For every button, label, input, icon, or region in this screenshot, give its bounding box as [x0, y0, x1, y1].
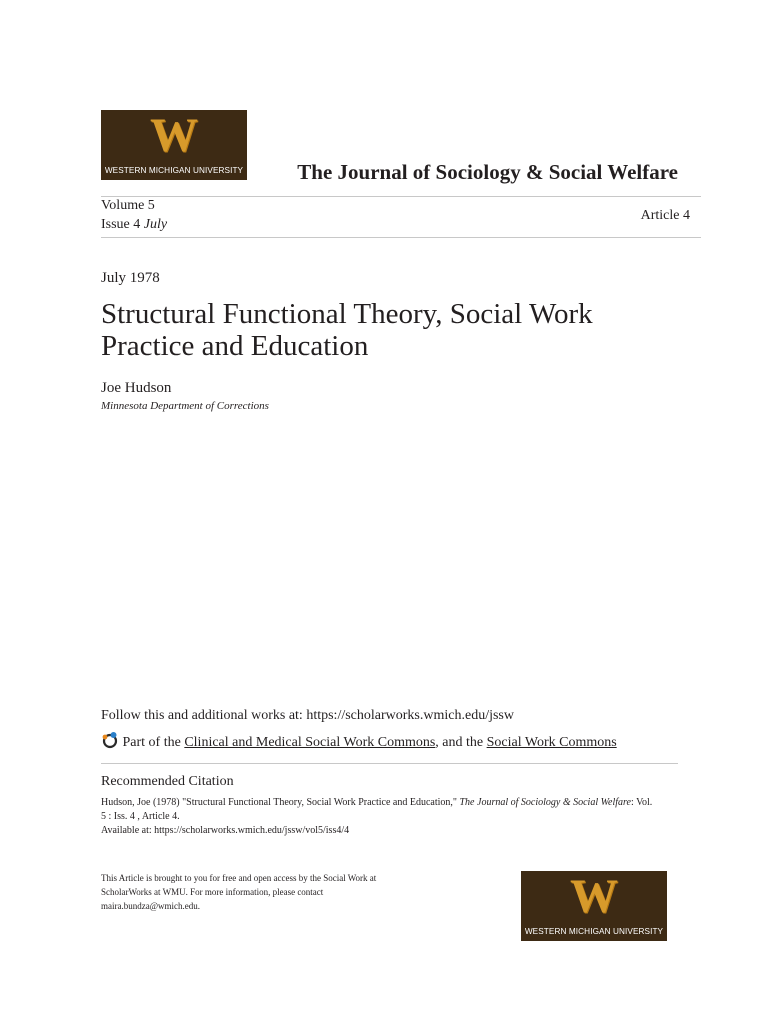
footer-line-3 — [101, 899, 421, 913]
footer-notice — [101, 871, 421, 913]
footer-line-1: This Article is brought to you for free and open access by the Social Work at — [101, 873, 377, 883]
follow-url-link[interactable]: https://scholarworks.wmich.edu/jssw — [306, 708, 514, 723]
follow-line — [101, 708, 514, 724]
part-of-prefix: Part of the — [122, 735, 185, 750]
header-bottom-divider — [101, 237, 701, 238]
part-of-middle: , and the — [435, 735, 487, 750]
header-top-divider — [101, 196, 701, 197]
author-name[interactable]: Joe Hudson — [101, 380, 172, 396]
footer-line-2: ScholarWorks at WMU. For more information, please contact — [101, 887, 324, 897]
article-number[interactable]: Article 4 — [640, 208, 690, 223]
citation-divider — [101, 763, 678, 764]
part-of-line — [101, 731, 617, 751]
citation-line-1 — [101, 796, 681, 810]
clinical-commons-link[interactable]: Clinical and Medical Social Work Commons — [184, 735, 436, 750]
citation-line-2: 5 : Iss. 4 , Article 4. — [101, 811, 180, 822]
available-url-link[interactable]: https://scholarworks.wmich.edu/jssw/vol5/iss4/4 — [154, 825, 350, 836]
wmu-logo-bottom[interactable] — [521, 871, 667, 941]
logo-wordmark: WESTERN MICHIGAN UNIVERSITY — [104, 166, 244, 175]
network-icon — [101, 731, 119, 749]
article-date: July 1978 — [101, 270, 160, 286]
citation-body — [101, 796, 681, 838]
article-title[interactable]: Structural Functional Theory, Social Work Practice and Education — [101, 298, 593, 362]
contact-email-link[interactable]: maira.bundza@wmich.edu — [101, 901, 198, 911]
author-affiliation: Minnesota Department of Corrections — [101, 400, 269, 412]
citation-journal: The Journal of Sociology & Social Welfare — [459, 797, 631, 808]
volume-label[interactable]: Volume 5 — [101, 198, 155, 213]
available-label: Available at: — [101, 825, 155, 836]
issue-month: July — [143, 217, 168, 232]
logo-w-mark: W — [150, 109, 198, 162]
wmu-logo-top[interactable] — [101, 110, 247, 180]
citation-text: Hudson, Joe (1978) "Structural Functional Theory, Social Work Practice and Education," — [101, 797, 460, 808]
journal-title[interactable]: The Journal of Sociology & Social Welfare — [297, 160, 678, 184]
citation-heading: Recommended Citation — [101, 774, 234, 789]
logo-w-mark: W — [570, 870, 618, 923]
email-suffix: . — [197, 901, 201, 911]
issue-label[interactable] — [101, 217, 167, 233]
social-work-commons-link[interactable]: Social Work Commons — [486, 735, 617, 750]
citation-vol: : Vol. — [630, 797, 653, 808]
issue-number: Issue 4 — [101, 217, 141, 232]
follow-text: Follow this and additional works at: — [101, 708, 307, 723]
citation-available — [101, 824, 681, 838]
logo-wordmark: WESTERN MICHIGAN UNIVERSITY — [524, 927, 664, 936]
